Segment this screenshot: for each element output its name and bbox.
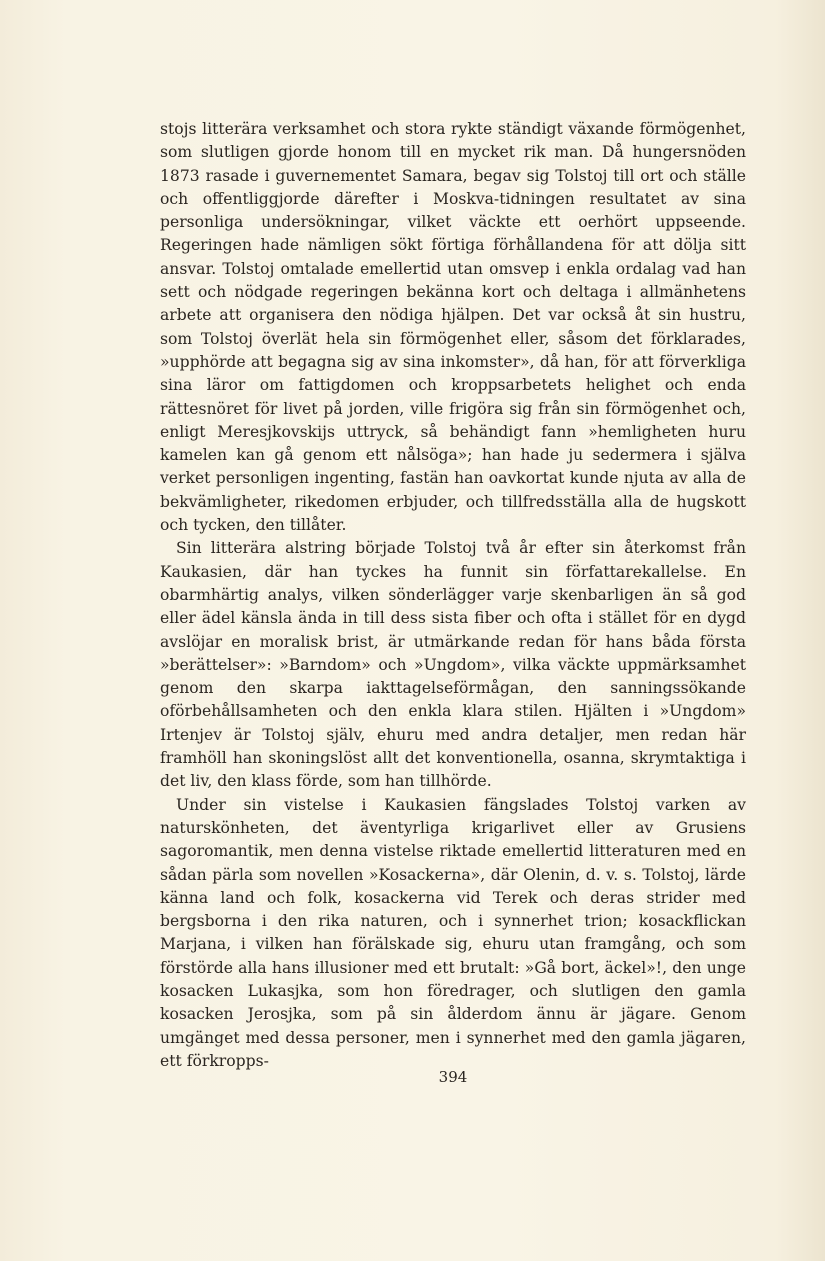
- paragraph-2: Sin litterära alstring började Tolstoj två år efter sin återkomst från Kaukasien, där han tyckes ha funnit sin författarekallelse. En obarmhärtig analys, vilken sönderlägger varje skenbarligen än så god eller ädel känsla ända in till dess sista fiber och ofta i stället för en dygd avslöjar en moralisk brist, är utmärkande redan för hans båda första »berättelser»: »Barndom» och »Ungdom», vilka väckte uppmärksamhet genom den skarpa iakttagelseförmågan, den sanningssökande oförbehållsamheten och den enkla klara stilen. Hjälten i »Ungdom» Irtenjev är Tolstoj själv, ehuru med andra detaljer, men redan här framhöll han skoningslöst allt det konventionella, osanna, skrymtaktiga i det liv, den klass förde, som han tillhörde.: [160, 539, 746, 791]
- paragraph-3: Under sin vistelse i Kaukasien fängslades Tolstoj varken av naturskönheten, det äventyrliga krigarlivet eller av Grusiens sagoromantik, men denna vistelse riktade emellertid litteraturen med en sådan pärla som novellen »Kosackerna», där Olenin, d. v. s. Tolstoj, lärde känna land och folk, kosackerna vid Terek och deras strider med bergsborna i den rika naturen, och i synnerhet trion; kosackflickan Marjana, i vilken han förälskade sig, ehuru utan framgång, och som förstörde alla hans illusioner med ett brutalt: »Gå bort, äckel»!, den unge kosacken Lukasjka, som hon föredrager, och slutligen den gamla kosacken Jerosjka, som på sin ålderdom ännu är jägare. Genom umgänget med dessa personer, men i synnerhet med den gamla jägaren, ett förkropps-: [160, 795, 746, 1070]
- body-text: [160, 118, 746, 1073]
- page-number: 394: [438, 1068, 468, 1086]
- paragraph-1: stojs litterära verksamhet och stora rykte ständigt växande förmögenhet, som slutligen gjorde honom till en mycket rik man. Då hungersnöden 1873 rasade i guvernementet Samara, begav sig Tolstoj till ort och ställe och offentliggjorde därefter i Moskva-tidningen resultatet av sina personliga undersökningar, vilket väckte ett oerhört uppseende. Regeringen hade nämligen sökt förtiga förhållandena för att dölja sitt ansvar. Tolstoj omtalade emellertid utan omsvep i enkla ordalag vad han sett och nödgade regeringen bekänna kort och deltaga i allmänhetens arbete att organisera den nödiga hjälpen. Det var också åt sin hustru, som Tolstoj överlät hela sin förmögenhet eller, såsom det förklarades, »upphörde att begagna sig av sina inkomster», då han, för att förverkliga sina läror om fattigdomen och kroppsarbetets helighet och enda rättesnöret för livet på jorden, ville frigöra sig från sin förmögenhet och, enligt Meresjkovskijs uttryck, så behändigt fann »hemligheten huru kamelen kan gå genom ett nålsöga»; han hade ju sedermera i själva verket personligen ingenting, fastän han oavkortat kunde njuta av alla de bekvämligheter, rikedomen erbjuder, och tillfredsställa alla de hugskott och tycken, den tillåter.: [160, 120, 746, 535]
